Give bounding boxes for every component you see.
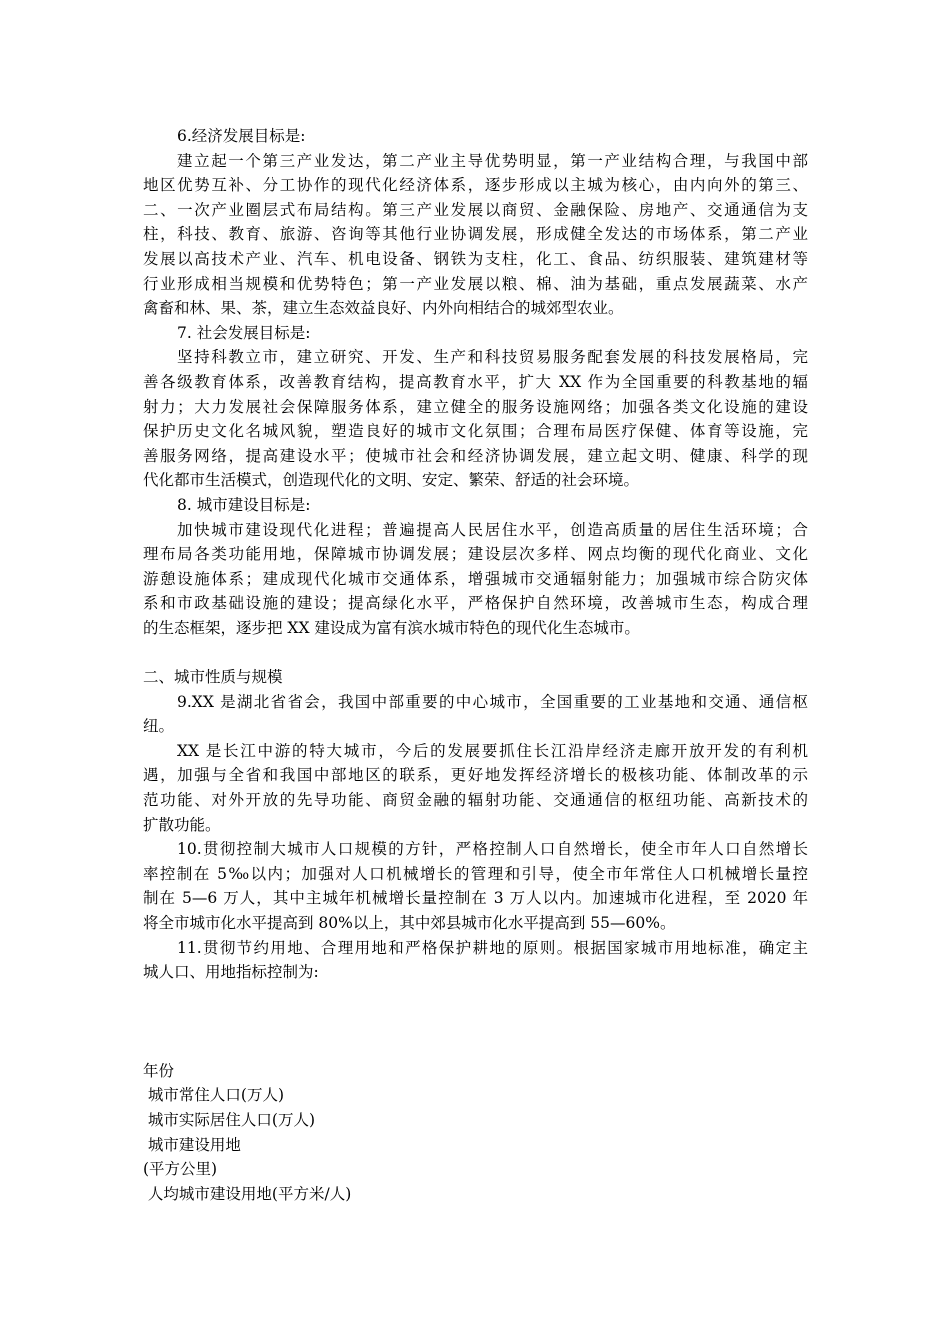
paragraph-line: 建立起一个第三产业发达，第二产业主导优势明显，第一产业结构合理，与我国中部 [177,151,808,170]
section-heading: 二、城市性质与规模 [143,668,283,687]
paragraph-line: 保护历史文化名城风貌，塑造良好的城市文化氛围；合理布局医疗保健、体育等设施，完 [143,422,808,441]
paragraph-line: 代化都市生活模式，创造现代化的文明、安定、繁荣、舒适的社会环境。 [143,471,640,490]
paragraph-line: 善各级教育体系，改善教育结构，提高教育水平，扩大 XX 作为全国重要的科教基地的辐 [143,372,808,391]
paragraph-line: 率控制在 5‰以内；加强对人口机械增长的管理和引导，使全市年常住人口机械增长量控 [143,864,808,883]
paragraph-line: 坚持科教立市，建立研究、开发、生产和科技贸易服务配套发展的科技发展格局，完 [177,348,808,367]
document-page [143,124,808,1206]
paragraph-line: 将全市城市化水平提高到 80%以上，其中郊县城市化水平提高到 55—60%。 [143,914,676,932]
table-label-actual-population: 城市实际居住人口(万人) [143,1110,316,1129]
paragraph-line: 行业形成相当规模和优势特色；第一产业发展以粮、棉、油为基础，重点发展蔬菜、水产 [143,274,808,293]
paragraph-line: 范功能、对外开放的先导功能、商贸金融的辐射功能、交通通信的枢纽功能、高新技术的 [143,791,808,810]
paragraph-line: 加快城市建设现代化进程；普遍提高人民居住水平，创造高质量的居住生活环境；合 [177,520,808,539]
paragraph-line: 射力；大力发展社会保障服务体系，建立健全的服务设施网络；加强各类文化设施的建设 [143,397,808,416]
paragraph-line: 善服务网络，提高建设水平；使城市社会和经济协调发展，建立起文明、健康、科学的现 [143,446,808,465]
paragraph-line: 的生态框架，逐步把 XX 建设成为富有滨水城市特色的现代化生态城市。 [143,618,640,637]
table-label-year: 年份 [143,1061,175,1080]
paragraph-line: 柱，科技、教育、旅游、咨询等其他行业协调发展，形成健全发达的市场体系，第二产业 [143,225,808,244]
spacer [143,640,808,665]
paragraph-line: 遇，加强与全省和我国中部地区的联系，更好地发挥经济增长的极核功能、体制改革的示 [143,766,808,785]
construction-heading: 8. 城市建设目标是: [177,495,311,514]
paragraph-line: 城人口、用地指标控制为: [143,963,319,982]
paragraph-line: 10.贯彻控制大城市人口规模的方针，严格控制人口自然增长，使全市年人口自然增长 [177,840,808,859]
paragraph-line: 扩散功能。 [143,815,221,834]
paragraph-line: 禽畜和林、果、茶，建立生态效益良好、内外向相结合的城郊型农业。 [143,299,624,318]
table-label-per-capita-land: 人均城市建设用地(平方米/人) [143,1184,352,1203]
paragraph-line: 制在 5—6 万人，其中主城年机械增长量控制在 3 万人以内。加速城市化进程，至 2020 年 [143,889,808,908]
paragraph-line: 发展以高技术产业、汽车、机电设备、钢铁为支柱，化工、食品、纺织服装、建筑建材等 [143,249,808,268]
paragraph-line: 游憩设施体系；建成现代化城市交通体系，增强城市交通辐射能力；加强城市综合防灾体 [143,569,808,588]
paragraph-line: 系和市政基础设施的建设；提高绿化水平，严格保护自然环境，改善城市生态，构成合理 [143,594,808,613]
paragraph-line: 11.贯彻节约用地、合理用地和严格保护耕地的原则。根据国家城市用地标准，确定主 [177,938,808,957]
paragraph-line: 二、一次产业圈层式布局结构。第三产业发展以商贸、金融保险、房地产、交通通信为支 [143,200,808,219]
table-label-resident-population: 城市常住人口(万人) [143,1086,285,1105]
paragraph-line: 理布局各类功能用地，保障城市协调发展；建设层次多样、网点均衡的现代化商业、文化 [143,545,808,564]
paragraph-line: XX 是长江中游的特大城市，今后的发展要抓住长江沿岸经济走廊开放开发的有利机 [177,741,808,760]
spacer [143,985,808,1059]
social-heading: 7. 社会发展目标是: [177,323,311,342]
table-label-construction-land: 城市建设用地 [143,1135,241,1154]
economic-heading: 6.经济发展目标是: [177,127,306,145]
table-label-unit-sqkm: (平方公里) [143,1160,218,1179]
paragraph-line: 地区优势互补、分工协作的现代化经济体系，逐步形成以主城为核心，由内向外的第三、 [143,176,808,195]
paragraph-line: 纽。 [143,717,175,736]
paragraph-line: 9.XX 是湖北省省会，我国中部重要的中心城市，全国重要的工业基地和交通、通信枢 [177,692,808,711]
